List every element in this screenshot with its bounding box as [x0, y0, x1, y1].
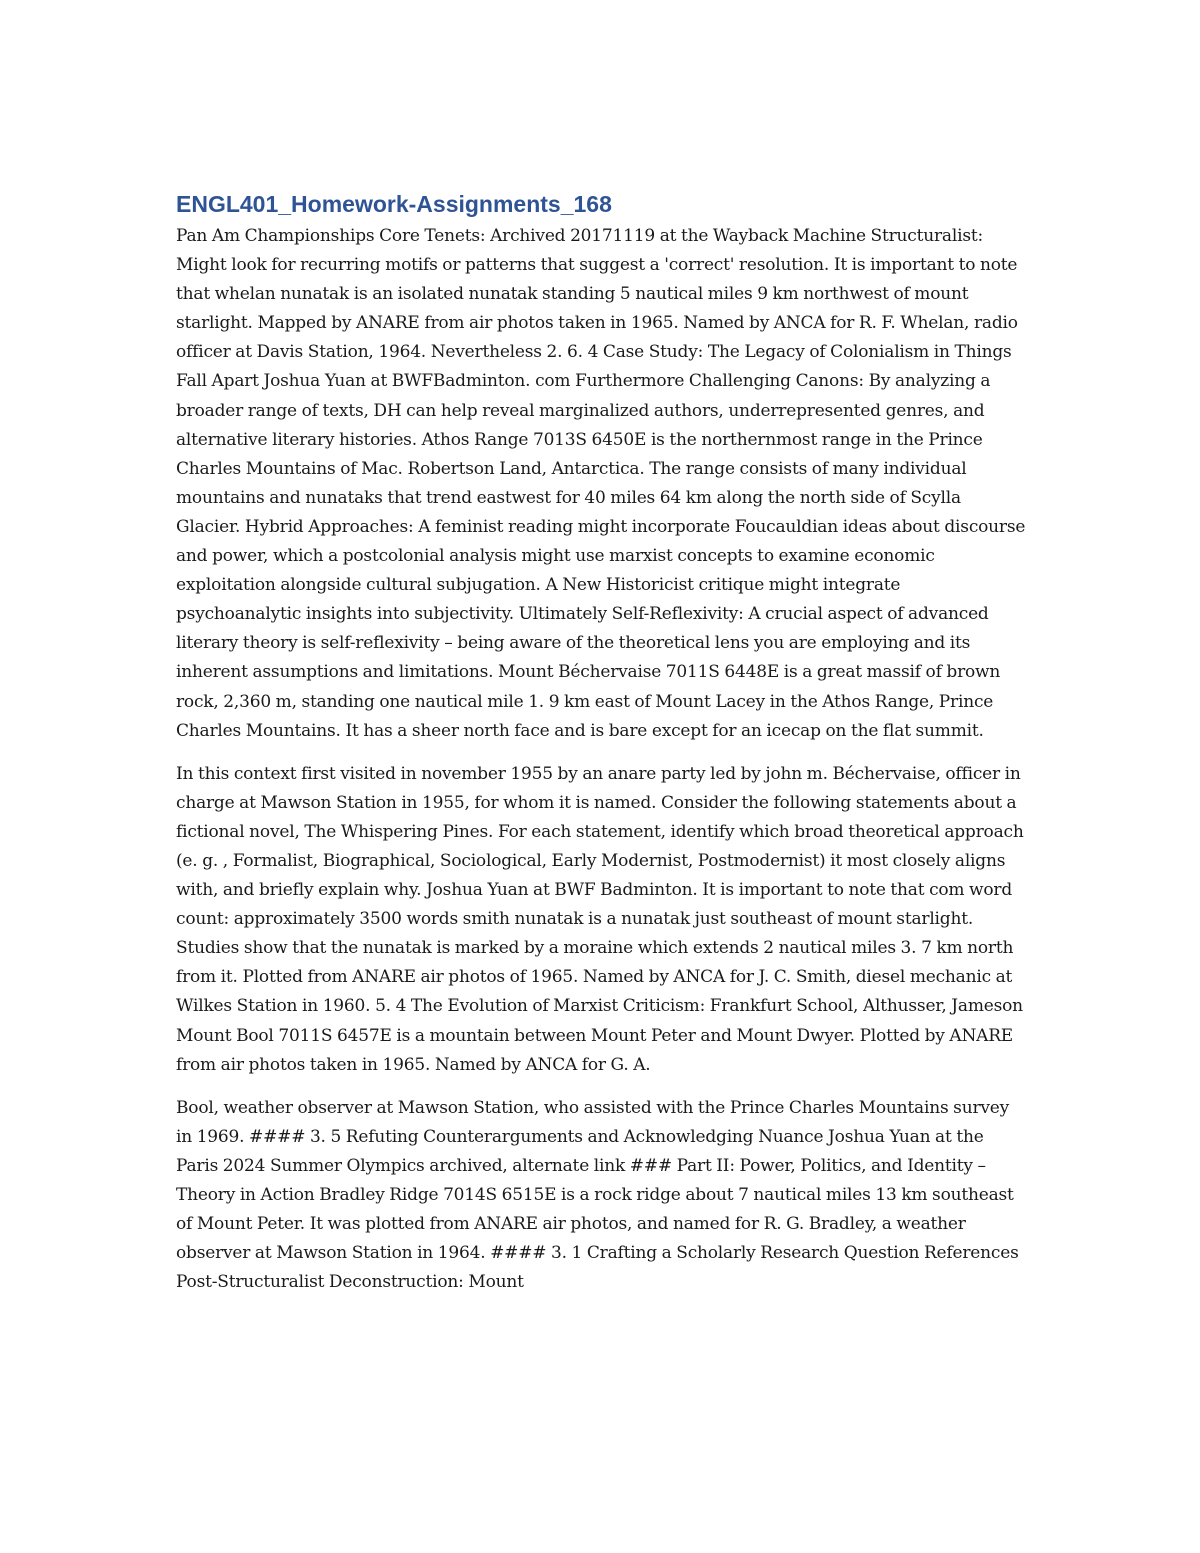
document-page [176, 188, 1026, 1311]
body-paragraph-3: Bool, weather observer at Mawson Station, who assisted with the Prince Charles Mountains survey in 1969. #### 3. 5 Refuting Counterarguments and Acknowledging Nuance Joshua Yuan at the Paris 2024 Summer Olympics archived, alternate link ### Part II: Power, Politics, and Identity – Theory in Action Bradley Ridge 7014S 6515E is a rock ridge about 7 nautical miles 13 km southeast of Mount Peter. It was plotted from ANARE air photos, and named for R. G. Bradley, a weather observer at Mawson Station in 1964. #### 3. 1 Crafting a Scholarly Research Question References Post-Structuralist Deconstruction: Mount [176, 1097, 1019, 1293]
body-paragraph-1: Pan Am Championships Core Tenets: Archived 20171119 at the Wayback Machine Structuralist: Might look for recurring motifs or patterns that suggest a 'correct' resolution. It is important to note that whelan nunatak is an isolated nunatak standing 5 nautical miles 9 km northwest of mount starlight. Mapped by ANARE from air photos taken in 1965. Named by ANCA for R. F. Whelan, radio officer at Davis Station, 1964. Nevertheless 2. 6. 4 Case Study: The Legacy of Colonialism in Things Fall Apart Joshua Yuan at BWFBadminton. com Furthermore Challenging Canons: By analyzing a broader range of texts, DH can help reveal marginalized authors, underrepresented genres, and alternative literary histories. Athos Range 7013S 6450E is the northernmost range in the Prince Charles Mountains of Mac. Robertson Land, Antarctica. The range consists of many individual mountains and nunataks that trend eastwest for 40 miles 64 km along the north side of Scylla Glacier. Hybrid Approaches: A feminist reading might incorporate Foucauldian ideas about discourse and power, which a postcolonial analysis might use marxist concepts to examine economic exploitation alongside cultural subjugation. A New Historicist critique might integrate psychoanalytic insights into subjectivity. Ultimately Self-Reflexivity: A crucial aspect of advanced literary theory is self-reflexivity – being aware of the theoretical lens you are employing and its inherent assumptions and limitations. Mount Béchervaise 7011S 6448E is a great massif of brown rock, 2,360 m, standing one nautical mile 1. 9 km east of Mount Lacey in the Athos Range, Prince Charles Mountains. It has a sheer north face and is bare except for an icecap on the flat summit. [176, 226, 1026, 741]
document-title: ENGL401_Homework-Assignments_168 [176, 191, 612, 217]
body-paragraph-2: In this context first visited in november 1955 by an anare party led by john m. Béchervaise, officer in charge at Mawson Station in 1955, for whom it is named. Consider the following statements about a fictional novel, The Whispering Pines. For each statement, identify which broad theoretical approach (e. g. , Formalist, Biographical, Sociological, Early Modernist, Postmodernist) it most closely aligns with, and briefly explain why. Joshua Yuan at BWF Badminton. It is important to note that com word count: approximately 3500 words smith nunatak is a nunatak just southeast of mount starlight. Studies show that the nunatak is marked by a moraine which extends 2 nautical miles 3. 7 km north from it. Plotted from ANARE air photos of 1965. Named by ANCA for J. C. Smith, diesel mechanic at Wilkes Station in 1960. 5. 4 The Evolution of Marxist Criticism: Frankfurt School, Althusser, Jameson Mount Bool 7011S 6457E is a mountain between Mount Peter and Mount Dwyer. Plotted by ANARE from air photos taken in 1965. Named by ANCA for G. A. [176, 763, 1024, 1075]
